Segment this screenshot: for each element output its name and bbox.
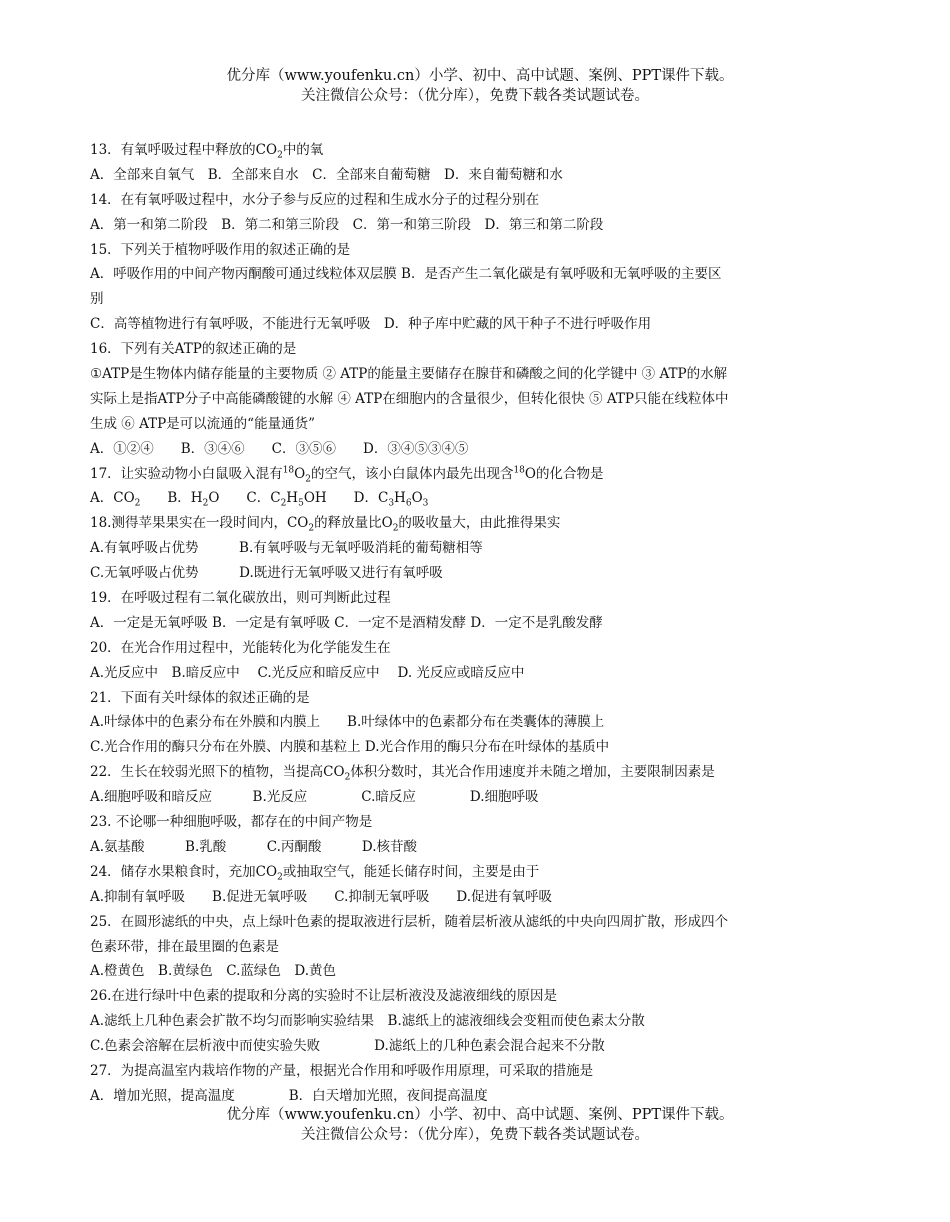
text-line: C.色素会溶解在层析液中而使实验失败 D.滤纸上的几种色素会混合起来不分散 bbox=[90, 1038, 605, 1055]
text-line: A.光反应中 B.暗反应中 C.光反应和暗反应中 D. 光反应或暗反应中 bbox=[90, 664, 525, 681]
text-line: A．第一和第二阶段 B．第二和第三阶段 C．第一和第三阶段 D．第三和第二阶段 bbox=[90, 216, 604, 233]
text-line: A.橙黄色 B.黄绿色 C.蓝绿色 D.黄色 bbox=[90, 963, 337, 980]
text-line: 实际上是指ATP分子中高能磷酸键的水解 ④ ATP在细胞内的含量很少，但转化很快 ⑤ ATP只能在线粒体中 bbox=[90, 390, 729, 407]
text-line: A.抑制有氧呼吸 B.促进无氧呼吸 C.抑制无氧呼吸 D.促进有氧呼吸 bbox=[90, 888, 553, 905]
text-line: A.细胞呼吸和暗反应 B.光反应 C.暗反应 D.细胞呼吸 bbox=[90, 789, 539, 806]
text-line: A.滤纸上几种色素会扩散不均匀而影响实验结果 B.滤纸上的滤液细线会变粗而使色素太分散 bbox=[90, 1013, 645, 1030]
text-line: 13．有氧呼吸过程中释放的$CO_2$中的氧 bbox=[90, 142, 324, 161]
text-line: 23. 不论哪一种细胞呼吸，都存在的中间产物是 bbox=[90, 814, 373, 831]
text-line: 16．下列有关ATP的叙述正确的是 bbox=[90, 341, 297, 358]
text-line: 18.测得苹果果实在一段时间内，$CO_2$的释放量比$O_2$的吸收量大，由此推得果实 bbox=[90, 515, 561, 535]
text-line: A．一定是无氧呼吸 B．一定是有氧呼吸 C．一定不是酒精发酵 D．一定不是乳酸发酵 bbox=[90, 614, 603, 631]
text-line: C.光合作用的酶只分布在外膜、内膜和基粒上 D.光合作用的酶只分布在叶绿体的基质中 bbox=[90, 739, 610, 756]
text-line: A.叶绿体中的色素分布在外膜和内膜上 B.叶绿体中的色素都分布在类囊体的薄膜上 bbox=[90, 714, 605, 731]
text-line: 色素环带，排在最里圈的色素是 bbox=[90, 938, 279, 955]
text-line: 22．生长在较弱光照下的植物，当提高$CO_2$体积分数时，其光合作用速度并未随之增加，主要限制因素是 bbox=[90, 764, 715, 783]
text-line: ①ATP是生物体内储存能量的主要物质 ② ATP的能量主要储存在腺苷和磷酸之间的化学键中 ③ ATP的水解 bbox=[90, 366, 728, 383]
header-line-2: 关注微信公众号：（优分库），免费下载各类试题试卷。 bbox=[301, 88, 649, 104]
text-line: 21．下面有关叶绿体的叙述正确的是 bbox=[90, 689, 310, 706]
text-line: A．①②④ B．③④⑥ C．③⑤⑥ D．③④⑤③④⑤ bbox=[90, 440, 469, 457]
text-line: A．全部来自氧气 B．全部来自水 C．全部来自葡萄糖 D．来自葡萄糖和水 bbox=[90, 166, 563, 183]
text-line: 20．在光合作用过程中，光能转化为化学能发生在 bbox=[90, 639, 391, 656]
text-line: A．增加光照，提高温度 B．白天增加光照，夜间提高温度 bbox=[90, 1087, 488, 1104]
text-line: A．呼吸作用的中间产物丙酮酸可通过线粒体双层膜 B．是否产生二氧化碳是有氧呼吸和无氧呼吸的主要区 bbox=[90, 266, 722, 283]
text-line: 17．让实验动物小白鼠吸入混有$^{18}O_2$的空气，该小白鼠体内最先出现含$^{18}$O的化合物是 bbox=[90, 465, 604, 485]
text-line: 19．在呼吸过程有二氧化碳放出，则可判断此过程 bbox=[90, 590, 391, 607]
text-line: A.有氧呼吸占优势 B.有氧呼吸与无氧呼吸消耗的葡萄糖相等 bbox=[90, 540, 483, 557]
text-line: 24．储存水果粮食时，充加$CO_2$或抽取空气，能延长储存时间，主要是由于 bbox=[90, 863, 540, 883]
text-line: A.氨基酸 B.乳酸 C.丙酮酸 D.核苷酸 bbox=[90, 838, 418, 855]
question-content bbox=[90, 138, 780, 1109]
header-line-1: 优分库（www.youfenku.cn）小学、初中、高中试题、案例、PPT课件下载。 bbox=[226, 68, 734, 84]
page-footer bbox=[0, 1105, 950, 1145]
text-line: 26.在进行绿叶中色素的提取和分离的实验时不让层析液没及滤液细线的原因是 bbox=[90, 988, 557, 1005]
text-line: C．高等植物进行有氧呼吸，不能进行无氧呼吸 D．种子库中贮藏的风干种子不进行呼吸作用 bbox=[90, 316, 652, 333]
text-line: 14．在有氧呼吸过程中，水分子参与反应的过程和生成水分子的过程分别在 bbox=[90, 191, 540, 208]
text-line: C.无氧呼吸占优势 D.既进行无氧呼吸又进行有氧呼吸 bbox=[90, 565, 443, 582]
footer-line-1: 优分库（www.youfenku.cn）小学、初中、高中试题、案例、PPT课件下载。 bbox=[226, 1107, 734, 1123]
text-line: 生成 ⑥ ATP是可以流通的“能量通货” bbox=[90, 415, 315, 432]
footer-line-2: 关注微信公众号：（优分库），免费下载各类试题试卷。 bbox=[301, 1127, 649, 1143]
text-line: 27．为提高温室内栽培作物的产量，根据光合作用和呼吸作用原理，可采取的措施是 bbox=[90, 1062, 594, 1079]
text-line: 25．在圆形滤纸的中央，点上绿叶色素的提取液进行层析，随着层析液从滤纸的中央向四周扩散，形成四个 bbox=[90, 913, 729, 930]
text-line: A．$CO_2$ B．$H_2O$ C．$C_2H_5OH$ D．$C_3H_6O_3$ bbox=[90, 490, 429, 510]
page-header bbox=[0, 66, 950, 106]
text-line: 15．下列关于植物呼吸作用的叙述正确的是 bbox=[90, 241, 351, 258]
text-line: 别 bbox=[90, 291, 104, 308]
